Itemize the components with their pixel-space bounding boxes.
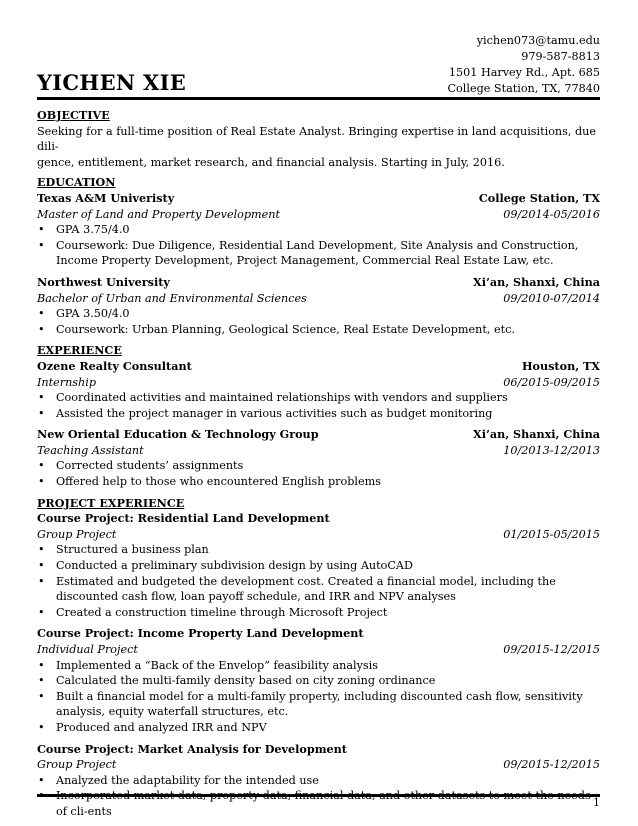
bullet-item: • Coursework: Due Diligence, Residential Land Development, Site Analysis and Construction, Income Property Development, Project Management, Commercial Real Estate Law, etc. xyxy=(37,238,600,269)
objective-line: Seeking for a full-time position of Real Estate Analyst. Bringing expertise in land acquisitions, due dili- xyxy=(37,124,596,154)
degree: Bachelor of Urban and Environmental Sciences xyxy=(37,291,307,305)
job-title: Teaching Assistant xyxy=(37,443,144,457)
education-entry xyxy=(37,191,600,269)
objective-line: gence, entitlement, market research, and financial analysis. Starting in July, 2016. xyxy=(37,155,505,169)
bullet-list xyxy=(37,542,600,620)
employer: New Oriental Education & Technology Group xyxy=(37,427,319,442)
bullet-item: • Incorporated market data, property data, financial data, and other datasets to meet the needs of cli-ents xyxy=(37,788,600,819)
project-type: Group Project xyxy=(37,527,117,541)
experience-section xyxy=(37,343,600,489)
objective-section xyxy=(37,108,600,170)
project-title: Course Project: Market Analysis for Development xyxy=(37,741,347,756)
bullet-list xyxy=(37,222,600,269)
institution: Northwest University xyxy=(37,274,170,289)
bullet-item: • Estimated and budgeted the development cost. Created a financial model, including the discounted cash flow, loan payoff schedule, and IRR and NPV analyses xyxy=(37,574,600,605)
candidate-name: YICHEN XIE xyxy=(37,70,187,95)
bullet-item: • Coordinated activities and maintained relationships with vendors and suppliers xyxy=(37,390,600,406)
education-section xyxy=(37,175,600,337)
bullet-list xyxy=(37,658,600,736)
bullet-item: • Coursework: Urban Planning, Geological Science, Real Estate Development, etc. xyxy=(37,322,600,338)
address-line-1: 1501 Harvey Rd., Apt. 685 xyxy=(448,66,600,79)
bullet-item: • Built a financial model for a multi-family property, including discounted cash flow, sensitivity analysis, equity waterfall structures, etc. xyxy=(37,689,600,720)
phone: 979-587-8813 xyxy=(521,50,600,63)
bullet-list xyxy=(37,390,600,421)
section-title: OBJECTIVE xyxy=(37,108,110,122)
section-title: EXPERIENCE xyxy=(37,343,122,358)
experience-entry xyxy=(37,427,600,489)
section-title: EDUCATION xyxy=(37,175,116,190)
dates: 09/2010-07/2014 xyxy=(503,291,600,305)
degree: Master of Land and Property Development xyxy=(37,207,280,221)
employer: Ozene Realty Consultant xyxy=(37,358,192,373)
bullet-item: • Created a construction timeline through Microsoft Project xyxy=(37,605,600,621)
dates: 09/2015-12/2015 xyxy=(503,758,600,772)
dates: 10/2013-12/2013 xyxy=(503,443,600,457)
project-entry xyxy=(37,626,600,735)
location: College Station, TX xyxy=(478,190,600,205)
project-title: Course Project: Income Property Land Development xyxy=(37,626,364,641)
contact-block xyxy=(448,33,601,97)
address-line-2: College Station, TX, 77840 xyxy=(447,82,600,95)
page-number: 1 xyxy=(593,796,600,809)
bullet-item: • Implemented a “Back of the Envelop” feasibility analysis xyxy=(37,658,600,674)
bullet-item: • GPA 3.50/4.0 xyxy=(37,306,600,322)
dates: 01/2015-05/2015 xyxy=(503,527,600,541)
location: Xi’an, Shanxi, China xyxy=(473,274,600,289)
dates: 06/2015-09/2015 xyxy=(503,375,600,389)
bullet-item: • Analyzed the adaptability for the intended use xyxy=(37,773,600,789)
project-type: Individual Project xyxy=(37,643,138,656)
bullet-item: • Assisted the project manager in various activities such as budget monitoring xyxy=(37,406,600,422)
bullet-list xyxy=(37,306,600,337)
bullet-item: • Structured a business plan xyxy=(37,542,600,558)
experience-entry xyxy=(37,359,600,421)
resume-content xyxy=(37,108,600,826)
bullet-item: • Conducted a preliminary subdivision design by using AutoCAD xyxy=(37,558,600,574)
bullet-item: • Produced and analyzed IRR and NPV xyxy=(37,720,600,736)
job-title: Internship xyxy=(37,375,96,389)
bullet-item: • Corrected students’ assignments xyxy=(37,458,600,474)
bullet-item: • Offered help to those who encountered English problems xyxy=(37,474,600,490)
location: Houston, TX xyxy=(521,358,600,373)
project-entry xyxy=(37,511,600,620)
email[interactable]: yichen073@tamu.edu xyxy=(476,34,600,47)
bullet-item: • Calculated the multi-family density based on city zoning ordinance xyxy=(37,673,600,689)
location: Xi’an, Shanxi, China xyxy=(473,427,600,442)
bullet-item: • GPA 3.75/4.0 xyxy=(37,222,600,238)
project-title: Course Project: Residential Land Development xyxy=(37,511,330,526)
institution: Texas A&M Univeristy xyxy=(37,190,175,205)
bullet-list xyxy=(37,458,600,489)
education-entry xyxy=(37,275,600,337)
dates: 09/2015-12/2015 xyxy=(503,643,600,656)
project-section xyxy=(37,496,600,820)
dates: 09/2014-05/2016 xyxy=(503,207,600,221)
project-type: Group Project xyxy=(37,758,117,772)
header-rule xyxy=(37,97,600,100)
section-title: PROJECT EXPERIENCE xyxy=(37,495,185,510)
